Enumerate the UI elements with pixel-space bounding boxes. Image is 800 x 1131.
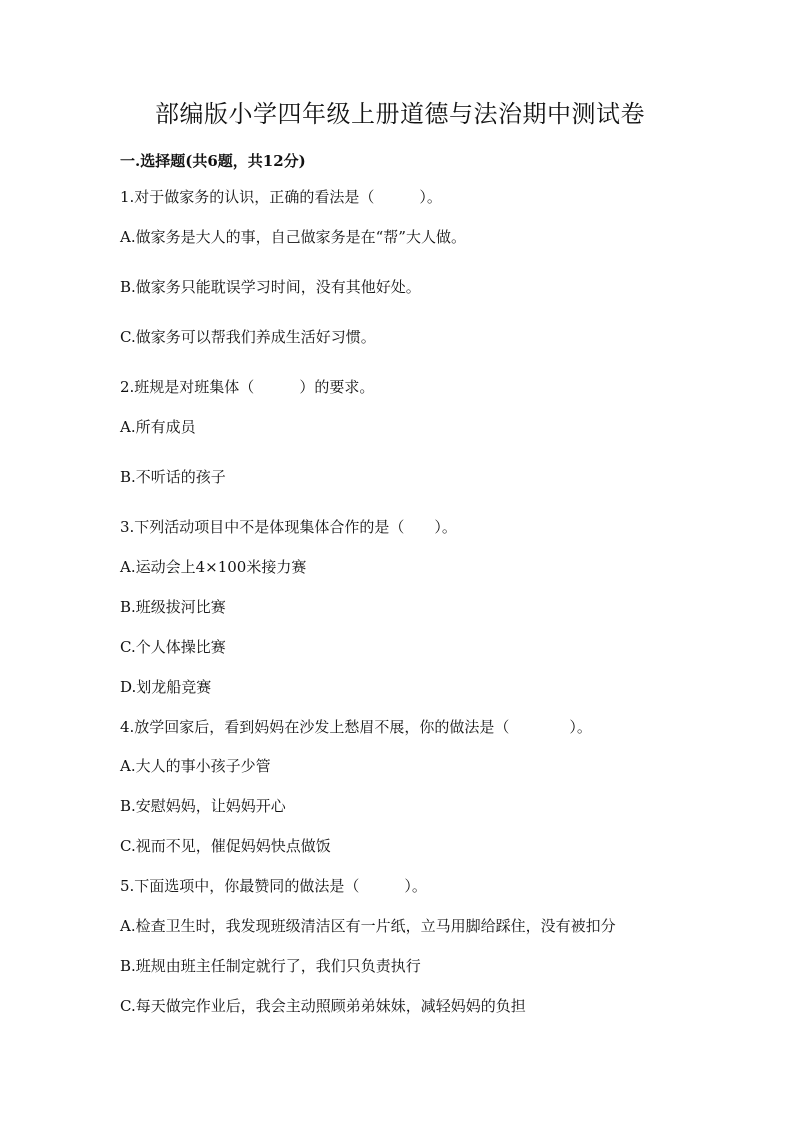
question-5-option-a: A.检查卫生时，我发现班级清洁区有一片纸，立马用脚给踩住，没有被扣分 [120,917,616,935]
question-3-option-a: A.运动会上4×100米接力赛 [120,558,307,576]
question-3-stem: 3.下列活动项目中不是体现集体合作的是（ ）。 [120,518,457,536]
question-3-option-b: B.班级拔河比赛 [120,598,226,616]
question-1-stem: 1.对于做家务的认识，正确的看法是（ ）。 [120,188,442,206]
question-4-option-a: A.大人的事小孩子少管 [120,757,271,775]
question-1-option-c: C.做家务可以帮我们养成生活好习惯。 [120,328,376,346]
question-4-stem: 4.放学回家后，看到妈妈在沙发上愁眉不展，你的做法是（ ）。 [120,718,592,736]
question-2-option-a: A.所有成员 [120,418,196,436]
question-4-option-c: C.视而不见，催促妈妈快点做饭 [120,837,331,855]
question-5-option-c: C.每天做完作业后，我会主动照顾弟弟妹妹，减轻妈妈的负担 [120,997,526,1015]
question-5-option-b: B.班规由班主任制定就行了，我们只负责执行 [120,957,421,975]
question-3-option-c: C.个人体操比赛 [120,638,226,656]
question-1-option-b: B.做家务只能耽误学习时间，没有其他好处。 [120,278,421,296]
question-4-option-b: B.安慰妈妈，让妈妈开心 [120,797,286,815]
question-1-option-a: A.做家务是大人的事，自己做家务是在“帮”大人做。 [120,228,466,246]
section-heading: 一.选择题(共6题，共12分) [120,152,306,170]
question-3-option-d: D.划龙船竞赛 [120,678,212,696]
question-2-stem: 2.班规是对班集体（ ）的要求。 [120,378,375,396]
question-2-option-b: B.不听话的孩子 [120,468,226,486]
page-title: 部编版小学四年级上册道德与法治期中测试卷 [155,100,645,128]
question-5-stem: 5.下面选项中，你最赞同的做法是（ ）。 [120,877,427,895]
